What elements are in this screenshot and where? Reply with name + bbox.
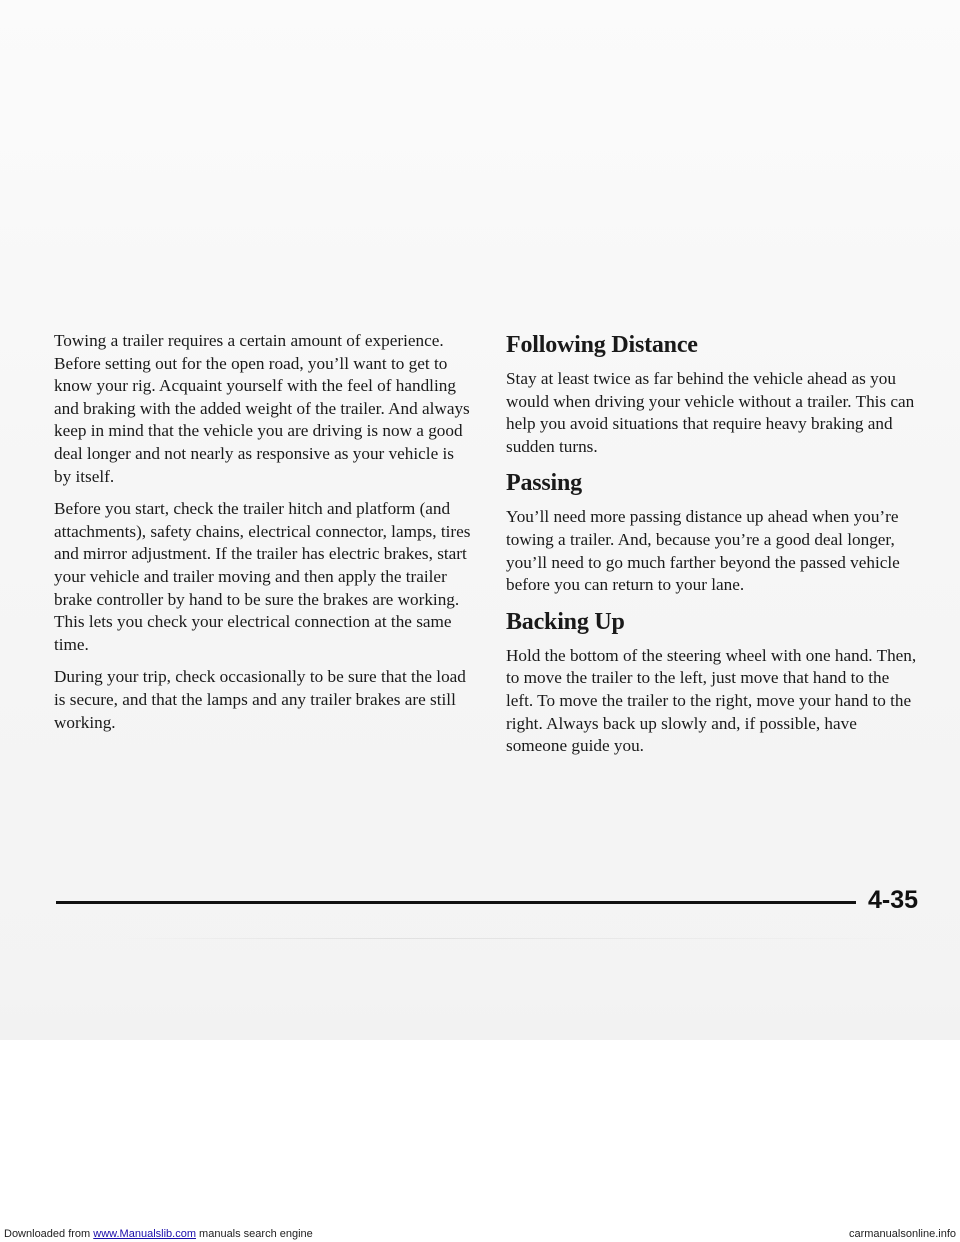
passing-text: You’ll need more passing distance up ahead when you’re towing a trailer. And, because you’re a good deal longer, you’ll need to go much farther beyond the passed vehicle before you can return to your lane.: [506, 507, 900, 595]
backing-up-text: Hold the bottom of the steering wheel with one hand. Then, to move the trailer to the left, just move that hand to the left. To move the trailer to the right, move your hand to the right. Always back up slowly and, if possible, have someone guide you.: [506, 645, 917, 756]
section-passing: [506, 468, 918, 596]
during-trip-paragraph: During your trip, check occasionally to be sure that the load is secure, and that the lamps and any trailer brakes are still working.: [54, 667, 466, 732]
download-footer: [4, 1228, 313, 1241]
intro-paragraph: Towing a trailer requires a certain amount of experience. Before setting out for the open road, you’ll want to get to know your rig. Acquaint yourself with the feel of handling and braking with the added weight of the trailer. And always keep in mind that the vehicle you are driving is now a good deal longer and not nearly as responsive as your vehicle is by itself.: [54, 331, 470, 486]
heading-following-distance: Following Distance: [506, 332, 698, 358]
right-column: [506, 330, 918, 766]
heading-passing: Passing: [506, 470, 582, 497]
section-following-distance: [506, 330, 918, 458]
left-column: [54, 330, 472, 744]
footer-rule: [56, 901, 856, 904]
following-distance-text: Stay at least twice as far behind the vehicle ahead as you would when driving your vehicle without a trailer. This can help you avoid situations that require heavy braking and sudden turns.: [506, 369, 915, 456]
watermark-text: carmanualsonline.info: [848, 1228, 956, 1240]
scan-streak: [120, 938, 920, 939]
footer-prefix: Downloaded from: [4, 1228, 91, 1240]
heading-backing-up: Backing Up: [506, 608, 625, 635]
pre-trip-check-paragraph: Before you start, check the trailer hitch and platform (and attachments), safety chains, electrical connector, lamps, tires and mirror adjustment. If the trailer has electric brakes, start your vehicle and trailer moving and then apply the trailer brake controller by hand to be sure the brakes are working. This lets you check your electrical connection at the same time.: [54, 499, 471, 654]
section-backing-up: [506, 607, 918, 758]
page-margin-band: [0, 1040, 960, 1242]
footer-suffix: manuals search engine: [199, 1228, 313, 1240]
page-number: 4-35: [868, 886, 919, 914]
manualslib-link[interactable]: www.Manualslib.com: [93, 1228, 196, 1240]
